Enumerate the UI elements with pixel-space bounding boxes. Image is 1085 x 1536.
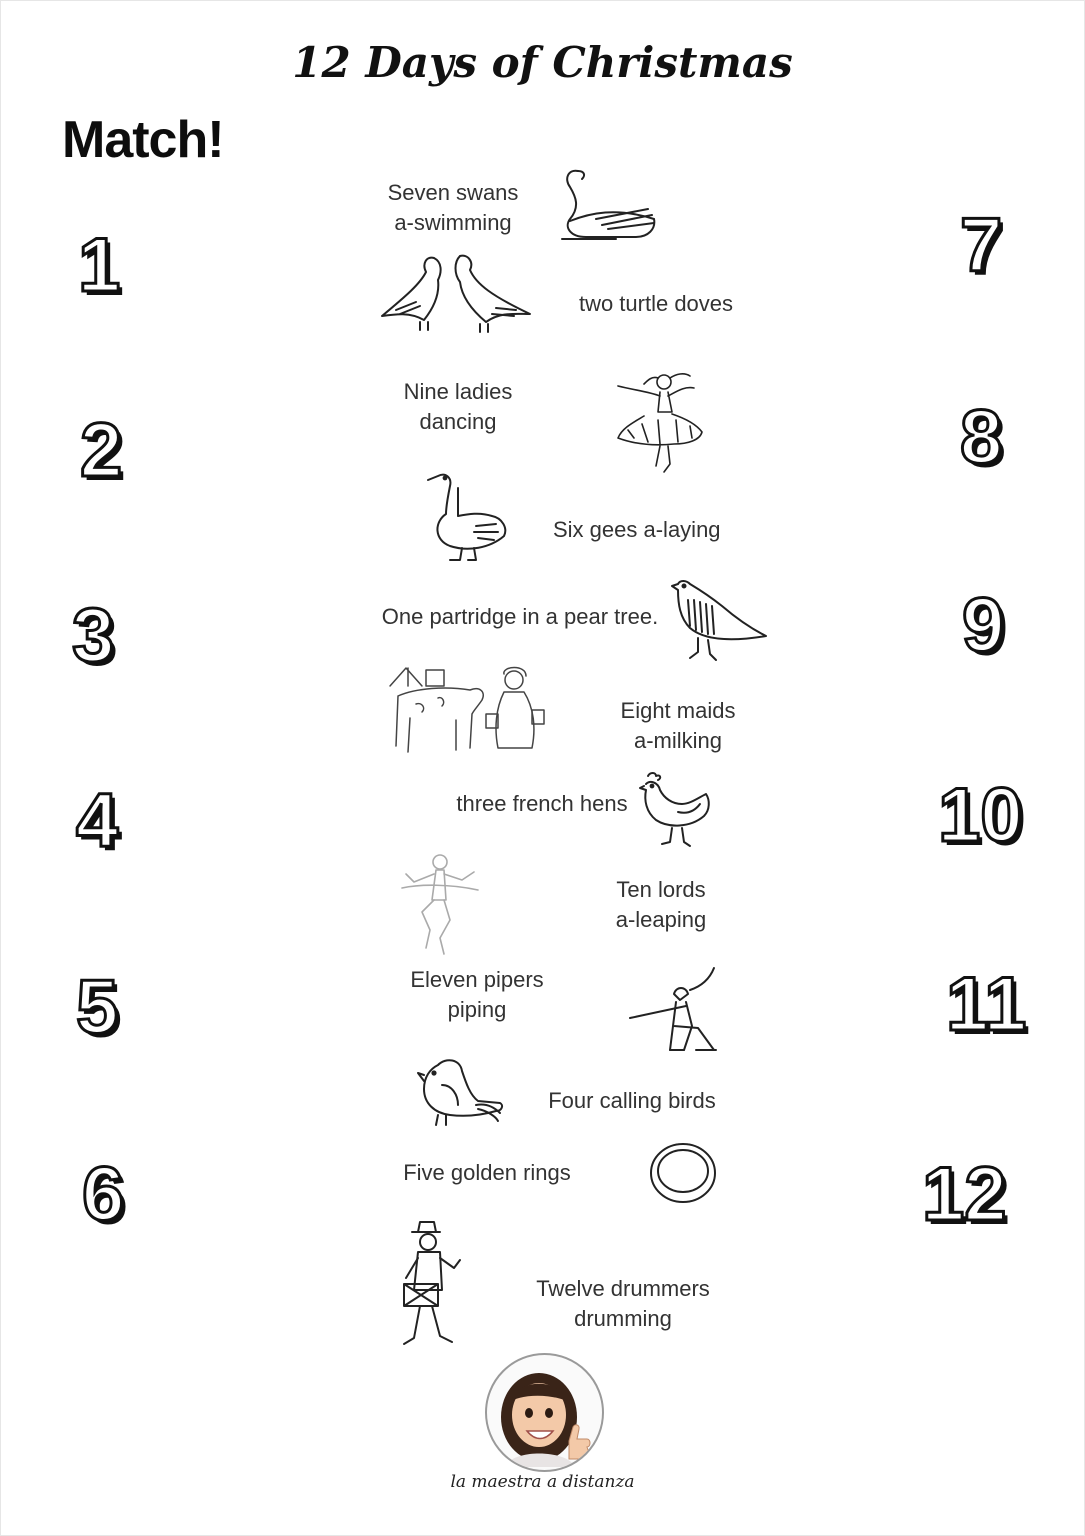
phrase-ladies[interactable] — [388, 377, 528, 437]
instruction-heading: Match! — [62, 111, 224, 169]
number-3[interactable]: 3 — [72, 593, 115, 678]
drummer-icon — [398, 1220, 464, 1348]
number-2[interactable]: 2 — [80, 408, 123, 493]
phrase-line: drumming — [574, 1306, 672, 1331]
phrase-line: Eight maids — [620, 698, 736, 723]
phrase-line: One partridge in a pear tree. — [381, 604, 659, 629]
phrase-partridge[interactable] — [375, 602, 665, 632]
turtle-doves-icon — [376, 250, 534, 334]
phrase-line: Twelve drummers — [536, 1276, 710, 1301]
phrase-swans[interactable] — [378, 178, 528, 238]
phrase-line: Eleven pipers — [410, 967, 544, 992]
number-9[interactable]: 9 — [962, 583, 1005, 668]
phrase-pipers[interactable] — [400, 965, 554, 1025]
phrase-line: Six gees a-laying — [553, 517, 721, 542]
phrase-geese[interactable] — [553, 515, 719, 545]
number-7[interactable]: 7 — [960, 203, 1003, 288]
phrase-line: a-leaping — [615, 907, 707, 932]
phrase-doves[interactable] — [578, 289, 734, 319]
phrase-line: Five golden rings — [403, 1160, 571, 1185]
piper-icon — [626, 966, 724, 1056]
phrase-line: Four calling birds — [548, 1088, 716, 1113]
leaping-lord-icon — [400, 850, 480, 958]
phrase-rings[interactable] — [400, 1158, 574, 1188]
partridge-icon — [670, 574, 770, 662]
author-signature: la maestra a distanza — [450, 1472, 635, 1492]
phrase-line: piping — [447, 997, 507, 1022]
phrase-hens[interactable] — [450, 789, 634, 819]
number-11[interactable]: 11 — [946, 962, 1027, 1047]
phrase-drummers[interactable] — [530, 1274, 716, 1334]
calling-bird-icon — [416, 1055, 506, 1129]
author-avatar — [485, 1353, 604, 1472]
phrase-line: three french hens — [456, 791, 628, 816]
phrase-maids[interactable] — [612, 696, 744, 756]
phrase-line: Nine ladies — [403, 379, 513, 404]
dancing-lady-icon — [614, 368, 704, 474]
phrase-lords[interactable] — [606, 875, 716, 935]
avatar-illustration — [487, 1355, 602, 1470]
number-8[interactable]: 8 — [960, 395, 1003, 480]
number-5[interactable]: 5 — [76, 965, 119, 1050]
number-6[interactable]: 6 — [82, 1152, 125, 1237]
number-10[interactable]: 10 — [938, 773, 1023, 858]
number-12[interactable]: 12 — [922, 1152, 1007, 1237]
french-hen-icon — [638, 770, 712, 848]
phrase-line: two turtle doves — [578, 291, 734, 316]
milkmaid-cow-icon — [386, 658, 546, 762]
swan-icon — [556, 163, 660, 243]
phrase-line: a-milking — [633, 728, 723, 753]
phrase-line: a-swimming — [394, 210, 512, 235]
phrase-line: Ten lords — [616, 877, 706, 902]
golden-ring-icon — [648, 1140, 718, 1206]
phrase-birds[interactable] — [544, 1086, 720, 1116]
worksheet-title: 12 Days of Christmas — [292, 38, 793, 87]
phrase-line: dancing — [419, 409, 497, 434]
goose-icon — [424, 468, 510, 564]
number-1[interactable]: 1 — [78, 223, 121, 308]
number-4[interactable]: 4 — [76, 778, 119, 863]
phrase-line: Seven swans — [387, 180, 519, 205]
